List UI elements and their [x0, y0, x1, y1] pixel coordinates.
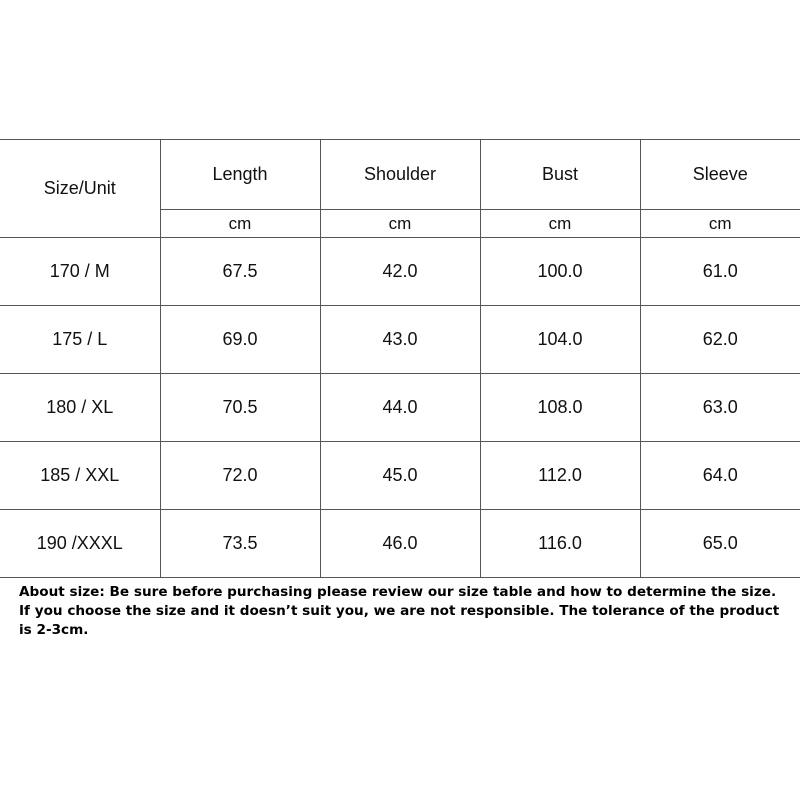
- column-header-length: Length: [160, 140, 320, 210]
- size-disclaimer-note: About size: Be sure before purchasing please review our size table and how to determine the size. If you choose the size and it doesn’t suit you, we are not responsible. The tolerance of the product is 2-3cm.: [19, 584, 780, 638]
- shoulder-value: 44.0: [320, 374, 480, 442]
- size-unit-header: Size/Unit: [0, 140, 160, 238]
- bust-value: 108.0: [480, 374, 640, 442]
- sleeve-value: 65.0: [640, 510, 800, 578]
- column-header-shoulder: Shoulder: [320, 140, 480, 210]
- unit-bust: cm: [480, 210, 640, 238]
- column-header-sleeve: Sleeve: [640, 140, 800, 210]
- unit-length: cm: [160, 210, 320, 238]
- bust-value: 112.0: [480, 442, 640, 510]
- shoulder-value: 45.0: [320, 442, 480, 510]
- length-value: 70.5: [160, 374, 320, 442]
- size-label: 175 / L: [0, 306, 160, 374]
- shoulder-value: 43.0: [320, 306, 480, 374]
- shoulder-value: 46.0: [320, 510, 480, 578]
- length-value: 73.5: [160, 510, 320, 578]
- table-row: [0, 442, 800, 510]
- sleeve-value: 62.0: [640, 306, 800, 374]
- table-row: [0, 510, 800, 578]
- size-label: 180 / XL: [0, 374, 160, 442]
- bust-value: 104.0: [480, 306, 640, 374]
- unit-sleeve: cm: [640, 210, 800, 238]
- table-row: [0, 306, 800, 374]
- length-value: 67.5: [160, 238, 320, 306]
- size-chart-table: [0, 139, 800, 578]
- size-label: 170 / M: [0, 238, 160, 306]
- bust-value: 100.0: [480, 238, 640, 306]
- bust-value: 116.0: [480, 510, 640, 578]
- sleeve-value: 64.0: [640, 442, 800, 510]
- sleeve-value: 63.0: [640, 374, 800, 442]
- size-label: 190 /XXXL: [0, 510, 160, 578]
- column-header-bust: Bust: [480, 140, 640, 210]
- shoulder-value: 42.0: [320, 238, 480, 306]
- unit-shoulder: cm: [320, 210, 480, 238]
- table-row: [0, 374, 800, 442]
- header-row: [0, 140, 800, 210]
- table-row: [0, 238, 800, 306]
- sleeve-value: 61.0: [640, 238, 800, 306]
- length-value: 72.0: [160, 442, 320, 510]
- length-value: 69.0: [160, 306, 320, 374]
- size-label: 185 / XXL: [0, 442, 160, 510]
